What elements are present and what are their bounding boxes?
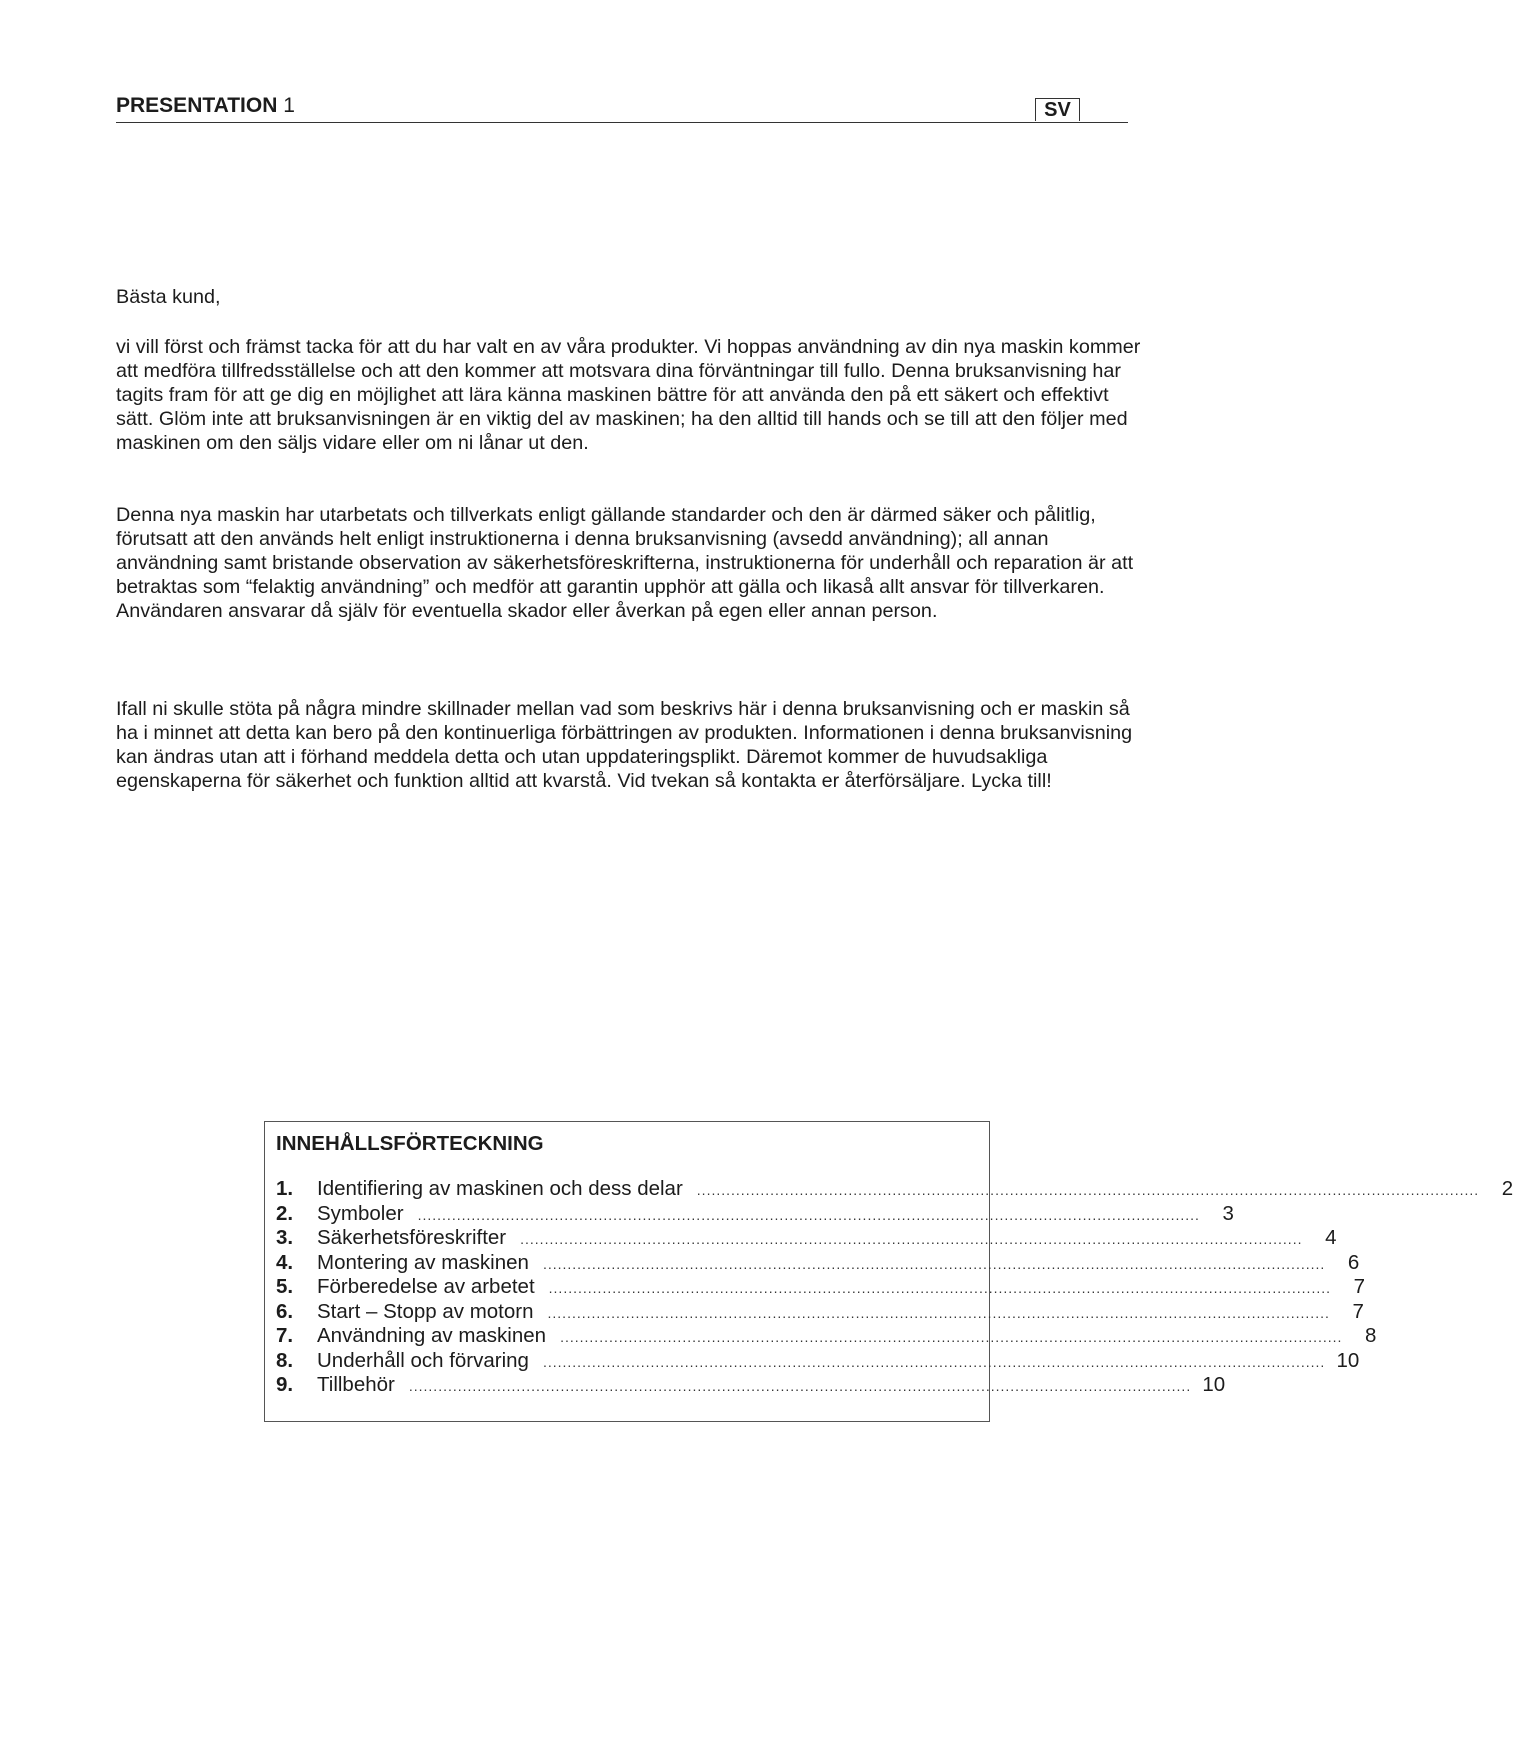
toc-entry-number: 9. <box>276 1373 294 1396</box>
page-header <box>116 94 1128 123</box>
toc-entry-label: Förberedelse av arbetet <box>317 1275 535 1298</box>
toc-leader-dots: ................................................................................................................................................................ <box>520 1231 1303 1247</box>
toc-entry-number: 3. <box>276 1226 294 1249</box>
toc-entry-page: 10 <box>1336 1348 1360 1372</box>
toc-entry-label: Identifiering av maskinen och dess delar <box>317 1177 683 1200</box>
toc-list <box>276 1177 1513 1398</box>
toc-entry-label: Underhåll och förvaring <box>317 1348 529 1372</box>
toc-entry <box>276 1201 1234 1227</box>
toc-entry <box>276 1250 1360 1276</box>
toc-entry <box>276 1324 1377 1349</box>
section-number: 1 <box>283 94 295 117</box>
toc-entry-number: 6. <box>276 1299 294 1323</box>
toc-entry <box>276 1348 1360 1374</box>
toc-entry-label: Start – Stopp av motorn <box>317 1299 534 1323</box>
toc-entry-page: 10 <box>1202 1373 1226 1396</box>
toc-entry-label: Symboler <box>317 1201 404 1225</box>
toc-entry-number: 5. <box>276 1275 294 1298</box>
greeting: Bästa kund, <box>116 286 221 308</box>
toc-leader-dots: ................................................................................................................................................................ <box>560 1329 1343 1345</box>
toc-entry-label: Montering av maskinen <box>317 1250 529 1274</box>
toc-leader-dots: ................................................................................................................................................................ <box>696 1182 1480 1198</box>
table-of-contents <box>264 1121 1513 1422</box>
toc-entry-page: 7 <box>1353 1275 1365 1298</box>
toc-entry-page: 6 <box>1347 1250 1360 1274</box>
toc-entry <box>276 1373 1226 1398</box>
disclaimer-paragraph: Ifall ni skulle stöta på några mindre skillnader mellan vad som beskrivs här i denna bruksanvisning och er maskin så ha i minnet att detta kan bero på den kontinuerliga förbättringen av produkten. Informationen i denna bruksanvisning kan ändras utan att i förhand meddela detta och utan uppdateringsplikt. Däremot kommer de huvudsakliga egenskaperna för säkerhet och funktion alltid att kvarstå. Vid tvekan så kontakta er återförsäljare. Lycka till! <box>116 698 1133 792</box>
safety-paragraph: Denna nya maskin har utarbetats och tillverkats enligt gällande standarder och den är därmed säker och pålitlig, förutsatt att den används helt enligt instruktionerna i denna bruksanvisning (avsedd användning); all annan användning samt bristande observation av säkerhetsföreskrifterna, instruktionerna för underhåll och reparation är att betraktas som “felaktig användning” och medför att garantin upphör att gälla och likaså allt ansvar för tillverkaren. Användaren ansvarar då själv för eventuella skador eller åverkan på egen eller annan person. <box>116 504 1134 622</box>
toc-entry-number: 4. <box>276 1250 294 1274</box>
toc-entry-page: 8 <box>1365 1324 1377 1347</box>
toc-entry-page: 7 <box>1352 1299 1364 1323</box>
toc-title: INNEHÅLLSFÖRTECKNING <box>276 1132 544 1155</box>
toc-entry-label: Säkerhetsföreskrifter <box>317 1226 507 1249</box>
section-title <box>116 94 295 118</box>
toc-leader-dots: ................................................................................................................................................................ <box>408 1378 1192 1394</box>
toc-entry <box>276 1275 1365 1300</box>
intro-paragraph: vi vill först och främst tacka för att du har valt en av våra produkter. Vi hoppas användning av din nya maskin kommer att medföra tillfredsställelse och att den kommer att motsvara dina förväntningar till fullo. Denna bruksanvisning har tagits fram för att ge dig en möjlighet att lära känna maskinen bättre för att använda den på ett säkert och effektivt sätt. Glöm inte att bruksanvisningen är en viktig del av maskinen; ha den alltid till hands och se till att den följer med maskinen om den säljs vidare eller om ni lånar ut den. <box>116 336 1141 454</box>
toc-entry-label: Användning av maskinen <box>317 1324 547 1347</box>
toc-leader-dots: ................................................................................................................................................................ <box>547 1304 1330 1321</box>
toc-entry-number: 1. <box>276 1177 294 1200</box>
toc-entry-page: 2 <box>1501 1177 1513 1200</box>
toc-entry <box>276 1226 1337 1251</box>
toc-leader-dots: ................................................................................................................................................................ <box>417 1206 1200 1223</box>
toc-entry-number: 7. <box>276 1324 294 1347</box>
section-name: PRESENTATION <box>116 94 278 117</box>
toc-entry-number: 2. <box>276 1201 294 1225</box>
toc-leader-dots: ................................................................................................................................................................ <box>542 1255 1326 1272</box>
toc-leader-dots: ................................................................................................................................................................ <box>542 1353 1326 1370</box>
toc-entry <box>276 1177 1513 1202</box>
toc-entry-page: 4 <box>1325 1226 1337 1249</box>
toc-entry-page: 3 <box>1222 1201 1234 1225</box>
toc-leader-dots: ................................................................................................................................................................ <box>548 1280 1331 1296</box>
toc-entry <box>276 1299 1364 1325</box>
toc-entry-label: Tillbehör <box>317 1373 395 1396</box>
language-badge: SV <box>1035 98 1080 121</box>
toc-entry-number: 8. <box>276 1348 294 1372</box>
